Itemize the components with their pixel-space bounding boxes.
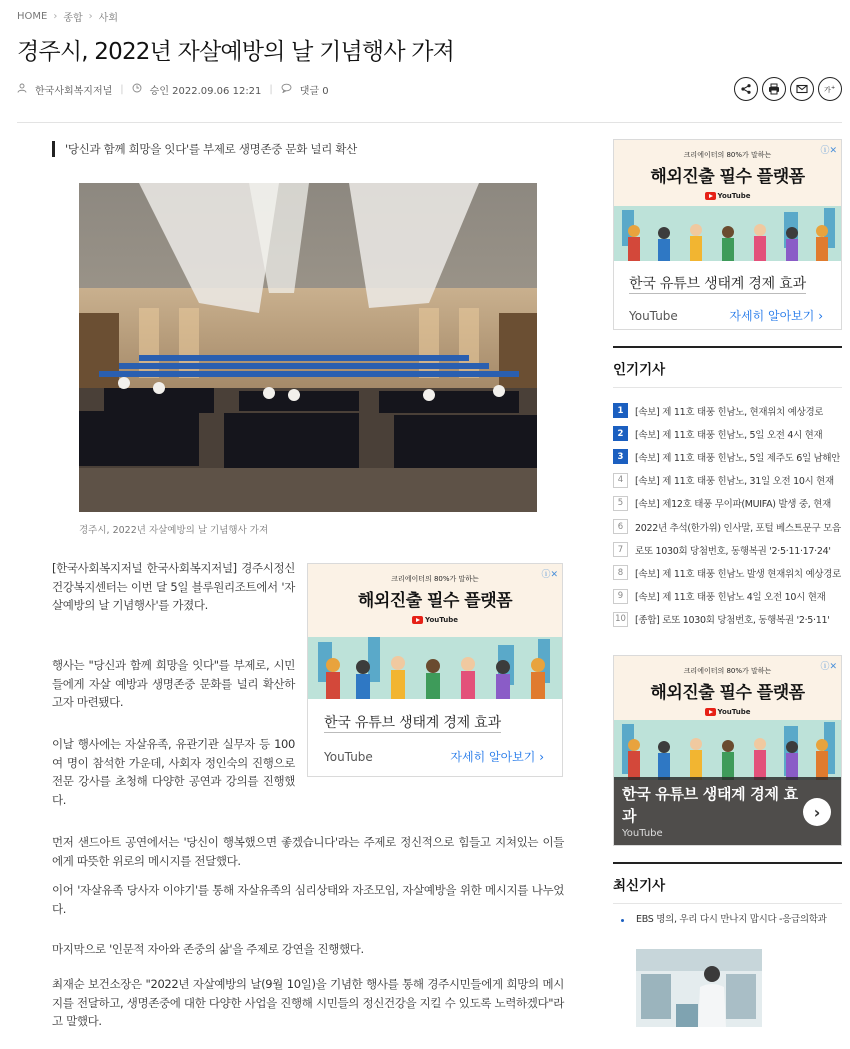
article-title: 경주시, 2022년 자살예방의 날 기념행사 가져 <box>17 39 455 65</box>
play-icon <box>705 708 716 716</box>
article-paragraph: [한국사회복지저널 한국사회복지저널] 경주시정신건강복지센터는 이번 달 5일 블루원리조트에서 '자살예방의 날 기념행사'를 가졌다. <box>52 561 295 612</box>
sidebar-ad-bottom[interactable] <box>613 655 842 846</box>
mail-icon[interactable] <box>790 77 814 101</box>
comment-count[interactable]: 댓글 0 <box>299 86 329 97</box>
rank-badge: 2 <box>613 426 628 441</box>
divider: | <box>120 84 124 95</box>
breadcrumb <box>17 9 118 24</box>
ad-source: YouTube <box>629 308 678 323</box>
ad-source: YouTube <box>324 749 373 764</box>
article-paragraph: 행사는 "당신과 함께 희망을 잇다"를 부제로, 시민들에게 자살 예방과 생명존중 문화를 널리 확산하고자 마련됐다. <box>52 658 295 709</box>
article-approved-date: 승인 2022.09.06 12:21 <box>149 86 262 97</box>
share-icon[interactable] <box>734 77 758 101</box>
ad-source: YouTube <box>622 828 663 839</box>
popular-item-title[interactable]: [속보] 제 11호 태풍 힌남노 4일 오전 10시 현재 <box>635 592 826 604</box>
ad-info-close-icon[interactable]: ⓘ✕ <box>820 662 837 672</box>
popular-item-title[interactable]: [종합] 로또 1030회 당첨번호, 동행복권 '2·5·11' <box>635 615 830 627</box>
popular-item-title[interactable]: [속보] 제 11호 태풍 힌남노 발생 현재위치 예상경로 <box>635 568 842 580</box>
popular-item[interactable] <box>613 608 842 631</box>
ad-more-link[interactable]: 자세히 알아보기 › <box>729 309 823 323</box>
popular-item[interactable] <box>613 445 842 468</box>
chevron-right-icon: › <box>88 11 93 22</box>
rank-badge: 4 <box>613 473 628 488</box>
ad-text[interactable]: 한국 유튜브 생태계 경제 효과 <box>324 715 501 731</box>
play-icon <box>705 192 716 200</box>
ad-headline: 해외진출 필수 플랫폼 <box>650 167 805 187</box>
popular-item[interactable] <box>613 561 842 584</box>
font-size-icon[interactable] <box>818 77 842 101</box>
print-icon[interactable] <box>762 77 786 101</box>
youtube-logo-text: YouTube <box>717 192 751 200</box>
popular-item-title[interactable]: [속보] 제 11호 태풍 힌남노, 31일 오전 10시 현재 <box>635 476 834 488</box>
share-toolbar <box>734 77 842 101</box>
svg-text:+: + <box>831 85 836 91</box>
chevron-right-icon: › <box>53 11 58 22</box>
popular-item-title[interactable]: 2022년 추석(한가위) 인사말, 포털 베스트문구 모음 <box>635 522 841 534</box>
user-icon <box>17 83 27 96</box>
article-paragraph: 최재순 보건소장은 "2022년 자살예방의 날(9월 10일)을 기념한 행사를 통해 경주시민들에게 희망의 메시지를 전달하고, 생명존중에 대한 다양한 사업을 진행해 시민들의 정신건강을 지킬 수 있도록 노력하겠다"라고 말했다. <box>52 977 564 1028</box>
article-paragraph: 이날 행사에는 자살유족, 유관기관 실무자 등 100여 명이 참석한 가운데, 사회자 정인숙의 진행으로 전문 강사를 초청해 다양한 공연과 강의를 진행했다. <box>52 737 295 807</box>
youtube-logo <box>705 192 751 200</box>
rank-badge: 6 <box>613 519 628 534</box>
ad-info-close-icon[interactable]: ⓘ✕ <box>820 146 837 156</box>
comment-icon <box>281 83 292 96</box>
ad-banner[interactable] <box>614 140 841 261</box>
chevron-right-icon: › <box>539 750 544 764</box>
article-paragraph: 이어 '자살유족 당사자 이야기'를 통해 자살유족의 심리상태와 자조모임, 자살예방을 위한 메시지를 나누었다. <box>52 883 564 916</box>
rank-badge: 9 <box>613 589 628 604</box>
popular-item-title[interactable]: 로또 1030회 당첨번호, 동행복권 '2·5·11·17·24' <box>635 545 831 557</box>
ad-more-link[interactable]: 자세히 알아보기 › <box>450 750 544 764</box>
popular-item[interactable] <box>613 492 842 515</box>
article-paragraph: 마지막으로 '인문적 자아와 존중의 삶'을 주제로 강연을 진행했다. <box>52 942 364 956</box>
latest-item-thumbnail[interactable] <box>636 949 762 1027</box>
article-meta <box>17 82 329 97</box>
popular-item[interactable] <box>613 515 842 538</box>
inline-ad[interactable] <box>307 563 563 777</box>
rank-badge: 5 <box>613 496 628 511</box>
popular-item[interactable] <box>613 585 842 608</box>
rank-badge: 8 <box>613 565 628 580</box>
popular-item[interactable] <box>613 422 842 445</box>
latest-section-title: 최신기사 <box>613 862 842 894</box>
popular-item[interactable] <box>613 538 842 561</box>
latest-item-title[interactable]: EBS 명의, 우리 다시 만나지 맙시다 -응급의학과 <box>636 914 827 925</box>
divider: | <box>269 84 273 95</box>
rank-badge: 1 <box>613 403 628 418</box>
popular-item[interactable] <box>613 469 842 492</box>
youtube-logo <box>412 616 458 624</box>
ad-overlay[interactable] <box>614 777 841 846</box>
play-icon <box>412 616 423 624</box>
ad-illustration <box>308 637 562 699</box>
chevron-right-icon: › <box>818 309 823 323</box>
rank-badge: 10 <box>613 612 628 627</box>
ad-illustration <box>614 206 841 261</box>
ad-text[interactable]: 한국 유튜브 생태계 경제 효과 <box>622 785 798 825</box>
ad-footer <box>614 293 841 324</box>
popular-list <box>613 399 842 631</box>
header-divider <box>17 122 842 123</box>
popular-item[interactable] <box>613 399 842 422</box>
breadcrumb-section[interactable]: 종합 <box>63 13 83 24</box>
breadcrumb-home[interactable]: HOME <box>17 11 48 22</box>
ad-kicker: 크리에이터의 80%가 말하는 <box>683 667 772 675</box>
photo-caption: 경주시, 2022년 자살예방의 날 기념행사 가져 <box>79 525 269 536</box>
article-subtitle: '당신과 함께 희망을 잇다'를 부제로 생명존중 문화 널리 확산 <box>52 141 357 157</box>
youtube-logo-text: YouTube <box>717 708 751 716</box>
article-paragraph: 먼저 샌드아트 공연에서는 '당신이 행복했으면 좋겠습니다'라는 주제로 정신적으로 힘들고 지쳐있는 이들에게 따뜻한 위로의 메시지를 전달했다. <box>52 835 564 868</box>
popular-item-title[interactable]: [속보] 제 11호 태풍 힌남노, 현재위치 예상경로 <box>635 406 824 418</box>
chevron-right-icon[interactable]: › <box>803 798 831 826</box>
popular-section-title: 인기기사 <box>613 346 842 378</box>
ad-footer <box>308 732 562 765</box>
ad-text[interactable]: 한국 유튜브 생태계 경제 효과 <box>629 276 806 292</box>
ad-banner[interactable] <box>308 564 562 699</box>
rank-badge: 3 <box>613 449 628 464</box>
youtube-logo <box>705 708 751 716</box>
ad-illustration <box>614 720 841 780</box>
ad-kicker: 크리에이터의 80%가 말하는 <box>391 575 479 583</box>
popular-item-title[interactable]: [속보] 제12호 태풍 무이파(MUIFA) 발생 중, 현재 <box>635 499 831 511</box>
article-photo[interactable] <box>79 183 537 512</box>
ad-headline: 해외진출 필수 플랫폼 <box>357 591 513 611</box>
ad-headline: 해외진출 필수 플랫폼 <box>650 683 805 703</box>
rank-badge: 7 <box>613 542 628 557</box>
ad-banner[interactable] <box>614 656 841 846</box>
popular-item-title[interactable]: [속보] 제 11호 태풍 힌남노, 5일 오전 4시 현재 <box>635 429 823 441</box>
bullet-icon <box>621 919 624 922</box>
svg-text:가: 가 <box>824 86 831 94</box>
sidebar-ad-top[interactable] <box>613 139 842 330</box>
latest-item[interactable] <box>621 912 842 927</box>
clock-icon <box>132 83 142 96</box>
ad-kicker: 크리에이터의 80%가 말하는 <box>683 151 772 159</box>
article-author[interactable]: 한국사회복지저널 <box>35 86 113 97</box>
youtube-logo-text: YouTube <box>425 616 458 624</box>
breadcrumb-category[interactable]: 사회 <box>98 13 118 24</box>
ad-info-close-icon[interactable]: ⓘ✕ <box>541 570 558 580</box>
popular-item-title[interactable]: [속보] 제 11호 태풍 힌남노, 5일 제주도 6일 남해안 <box>635 452 841 464</box>
